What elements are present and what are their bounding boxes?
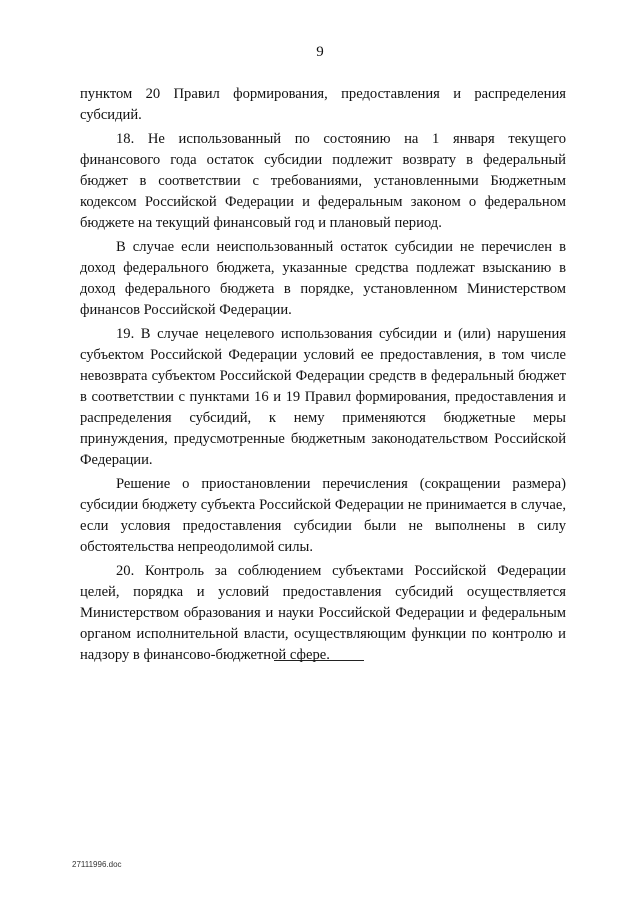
paragraph-item-18: 18. Не использованный по состоянию на 1 января текущего финансового года остаток субсидии подлежит возврату в федеральный бюджет в соответствии с требованиями, установленными Бюджетным кодексом Российской Федерации и федеральным законом о федеральном бюджете на текущий финансовый год и плановый период. [80,131,566,231]
paragraph-item-19-decision: Решение о приостановлении перечисления (сокращении размера) субсидии бюджету субъекта Российской Федерации не принимается в случае, если условия предоставления субсидии были не выполнены в силу обстоятельства непреодолимой силы. [80,476,566,555]
paragraph-item-18-recovery: В случае если неиспользованный остаток субсидии не перечислен в доход федерального бюджета, указанные средства подлежат взысканию в доход федерального бюджета в порядке, установленном Министерством финансов Российской Федерации. [80,239,566,318]
document-filename: 27111996.doc [72,860,122,869]
paragraph-item-20: 20. Контроль за соблюдением субъектами Российской Федерации целей, порядка и условий предоставления субсидий осуществляется Министерством образования и науки Российской Федерации и федеральным органом исполнительной власти, осуществляющим функции по контролю и надзору в финансово-бюджетной сфере. [80,563,566,663]
paragraph-item-19: 19. В случае нецелевого использования субсидии и (или) нарушения субъектом Российской Федерации условий ее предоставления, в том числе невозврата субъектом Российской Федерации средств в федеральный бюджет в соответствии с пунктами 16 и 19 Правил формирования, предоставления и распределения субсидий, к нему применяются бюджетные меры принуждения, предусмотренные бюджетным законодательством Российской Федерации. [80,326,566,468]
document-body [80,84,566,669]
end-of-text-divider [274,660,364,661]
page-number: 9 [316,44,324,60]
paragraph-continuation: пунктом 20 Правил формирования, предоставления и распределения субсидий. [80,86,566,123]
